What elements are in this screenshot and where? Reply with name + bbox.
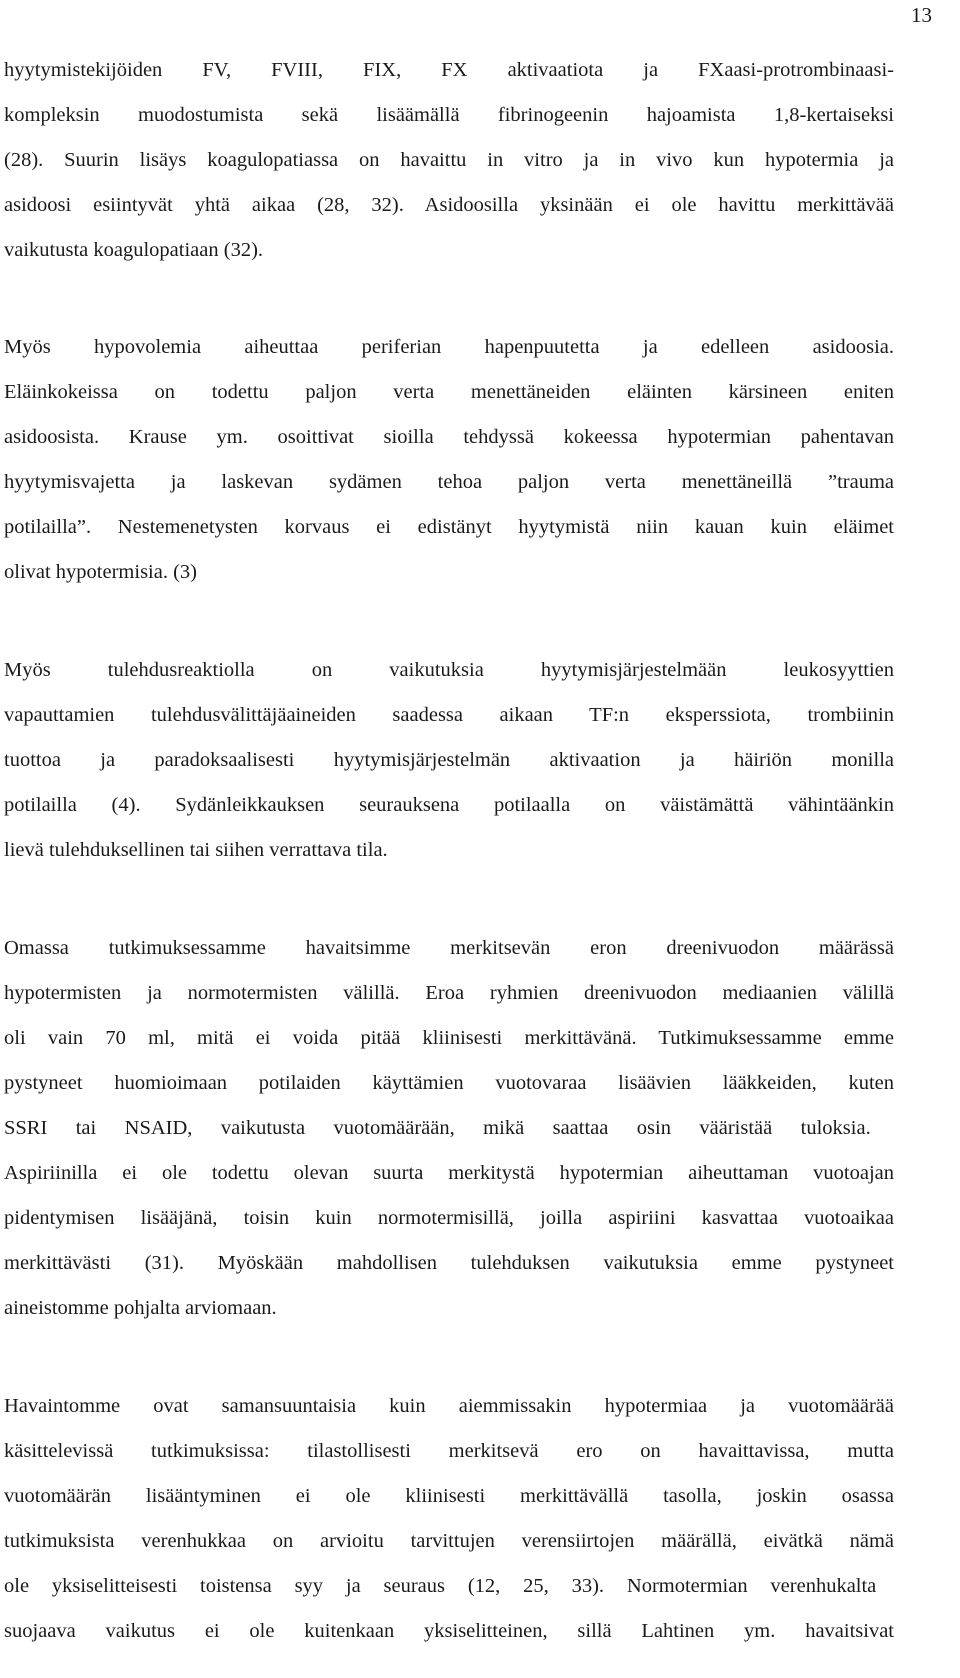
text-line: ole yksiselitteisesti toistensa syy ja seuraus (12, 25, 33). Normotermian verenhukalta [4,1575,877,1597]
text-line: vapauttamien tulehdusvälittäjäaineiden saadessa aikaan TF:n eksperssiota, trombiinin [4,704,894,726]
text-line: merkittävästi (31). Myöskään mahdollisen tulehduksen vaikutuksia emme pystyneet [4,1252,894,1274]
text-line: hypotermisten ja normotermisten välillä. Eroa ryhmien dreenivuodon mediaanien välillä [4,982,894,1004]
text-line: Eläinkokeissa on todettu paljon verta menettäneiden eläinten kärsineen eniten [4,381,894,403]
text-line: pystyneet huomioimaan potilaiden käyttämien vuotovaraa lisäävien lääkkeiden, kuten [4,1072,894,1094]
text-line: hyytymistekijöiden FV, FVIII, FIX, FX aktivaatiota ja FXaasi-protrombinaasi- [4,59,894,81]
text-line: aineistomme pohjalta arviomaan. [4,1297,277,1319]
text-line: tutkimuksista verenhukkaa on arvioitu tarvittujen verensiirtojen määrällä, eivätkä nämä [4,1530,894,1552]
text-line: potilailla (4). Sydänleikkauksen seurauksena potilaalla on väistämättä vähintäänkin [4,794,894,816]
text-line: Myös tulehdusreaktiolla on vaikutuksia hyytymisjärjestelmään leukosyyttien [4,659,894,681]
text-line: vaikutusta koagulopatiaan (32). [4,239,264,261]
text-line: Aspiriinilla ei ole todettu olevan suurta merkitystä hypotermian aiheuttaman vuotoajan [4,1162,894,1184]
text-line: asidoosi esiintyvät yhtä aikaa (28, 32). Asidoosilla yksinään ei ole havittu merkittävää [4,194,894,216]
page-number: 13 [911,3,932,27]
text-line: lievä tulehduksellinen tai siihen verrattava tila. [4,839,388,861]
text-line: Myös hypovolemia aiheuttaa periferian hapenpuutetta ja edelleen asidoosia. [4,336,894,358]
text-line: tuottoa ja paradoksaalisesti hyytymisjärjestelmän aktivaation ja häiriön monilla [4,749,894,771]
text-line: käsittelevissä tutkimuksissa: tilastollisesti merkitsevä ero on havaittavissa, mutta [4,1440,894,1462]
text-line: potilailla”. Nestemenetysten korvaus ei edistänyt hyytymistä niin kauan kuin eläimet [4,516,894,538]
text-line: Havaintomme ovat samansuuntaisia kuin aiemmissakin hypotermiaa ja vuotomäärää [4,1395,894,1417]
text-line: oli vain 70 ml, mitä ei voida pitää kliinisesti merkittävänä. Tutkimuksessamme emme [4,1027,894,1049]
text-line: (28). Suurin lisäys koagulopatiassa on havaittu in vitro ja in vivo kun hypotermia ja [4,149,894,171]
text-line: olivat hypotermisia. (3) [4,561,197,583]
text-line: SSRI tai NSAID, vaikutusta vuotomäärään, mikä saattaa osin vääristää tuloksia. [4,1117,871,1139]
text-line: vuotomäärän lisääntyminen ei ole kliinisesti merkittävällä tasolla, joskin osassa [4,1485,894,1507]
text-line: suojaava vaikutus ei ole kuitenkaan yksiselitteinen, sillä Lahtinen ym. havaitsivat [4,1620,894,1642]
text-line: kompleksin muodostumista sekä lisäämällä fibrinogeenin hajoamista 1,8-kertaiseksi [4,104,894,126]
text-line: Omassa tutkimuksessamme havaitsimme merkitsevän eron dreenivuodon määrässä [4,937,894,959]
text-line: pidentymisen lisääjänä, toisin kuin normotermisillä, joilla aspiriini kasvattaa vuotoaikaa [4,1207,894,1229]
text-line: asidoosista. Krause ym. osoittivat sioilla tehdyssä kokeessa hypotermian pahentavan [4,426,894,448]
text-line: hyytymisvajetta ja laskevan sydämen tehoa paljon verta menettäneillä ”trauma [4,471,894,493]
